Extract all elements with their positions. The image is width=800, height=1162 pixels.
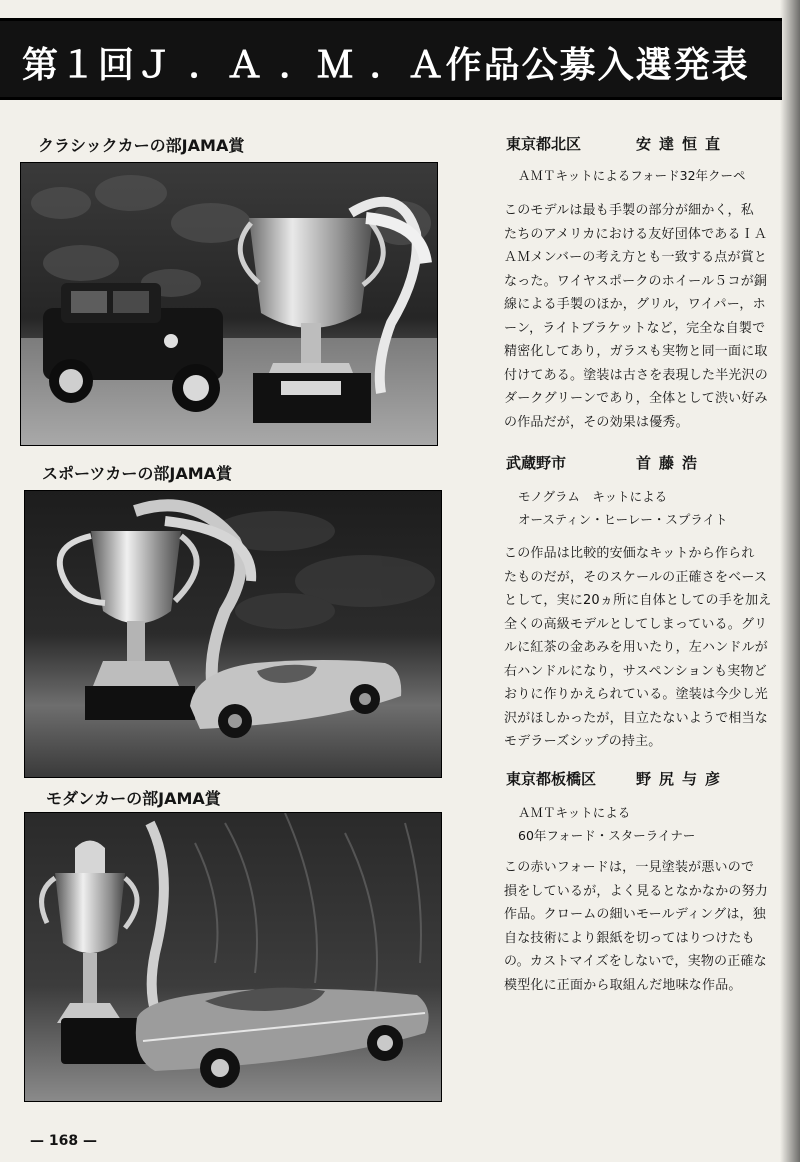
body-line: ルに紅茶の金あみを用いたり，左ハンドルが [504,640,769,655]
body-line: なった。ワイヤスポークのホイール５コが銅 [504,273,768,289]
page-edge-shadow [780,0,800,1162]
body-line: ーン，ライトブラケットなど，完全な自製で [504,320,766,336]
body-line: 線による手製のほか，グリル，ワイパー，ホ [504,297,766,312]
body-line: の。カストマイズをしないで，実物の正確な [504,954,767,969]
body-line: この作品は比較的安価なキットから作られ [504,546,755,561]
entrant-location: 東京都北区 [506,135,582,153]
photo-classic-car-trophy [20,162,438,446]
entrant-location: 武蔵野市 [506,454,567,472]
body-line: 自な技術により銀紙を切ってはりつけたも [504,930,755,946]
section-caption-sports: スポーツカーの部JAMA賞 [42,464,233,483]
body-line: このモデルは最も手製の部分が細かく，私 [504,203,754,218]
entry-body-classic [504,199,776,434]
entry-subtitle: ＡＭＴキットによるフォード32年クーペ [518,168,746,183]
body-line: この赤いフォードは，一見塗装が悪いので [504,860,755,875]
body-line: ダークグリーンであり，全体として渋い好み [504,391,768,406]
page-title: 第１回Ｊ ．Ａ ．Ｍ ．Ａ作品公募入選発表 [22,45,750,86]
entrant-name: 首藤浩 [636,454,706,472]
entrant-name: 野尻与彦 [636,770,729,788]
entry-body-modern [504,856,776,997]
body-line: モデラーズシップの持主。 [504,734,662,749]
body-line: たものだが，そのスケールの正確さをベース [504,569,768,585]
entry-body-sports [504,542,776,754]
body-line: の作品だが，その効果は優秀。 [504,414,689,430]
entry-subtitle: オースティン・ヒーレー・スプライト [518,512,728,527]
photo-sports-car-trophy [24,490,442,778]
section-caption-classic: クラシックカーの部JAMA賞 [38,136,245,155]
body-line: 精密化してあり，ガラスも実物と同一面に取 [504,344,768,359]
entry-subtitle: 60年フォード・スターライナー [518,828,696,843]
entry-subtitle: モノグラム キットによる [518,489,668,504]
body-line: 沢がほしかったが，目立たないようで相当な [504,710,769,726]
section-caption-modern: モダンカーの部JAMA賞 [46,789,221,808]
body-line: 右ハンドルになり，サスペンションも実物ど [504,663,767,679]
body-line: おりに作りかえられている。塗装は今少し光 [504,687,769,702]
body-line: 作品。クロームの細いモールディングは，独 [504,907,766,922]
body-line: 付けてある。塗装は古さを表現した半光沢の [504,367,769,383]
title-banner [0,18,782,100]
body-line: として，実に20ヵ所に自体としての手を加え [504,593,772,608]
photo-modern-car-trophy [24,812,442,1102]
entry-subtitle: ＡＭＴキットによる [518,805,631,820]
entrant-name: 安達恒直 [636,135,729,153]
page-number: — 168 — [30,1133,97,1149]
body-line: 損をしているが，よく見るとなかなかの努力 [504,883,769,899]
body-line: 模型化に正面から取組んだ地味な作品。 [504,977,742,993]
entrant-location: 東京都板橋区 [506,770,597,788]
body-line: 全くの高級モデルとしてしまっている。グリ [504,616,768,632]
body-line: たちのアメリカにおける友好団体であるＩＡ [504,226,768,242]
body-line: ＡＭメンバーの考え方とも一致する点が賞と [504,250,768,265]
